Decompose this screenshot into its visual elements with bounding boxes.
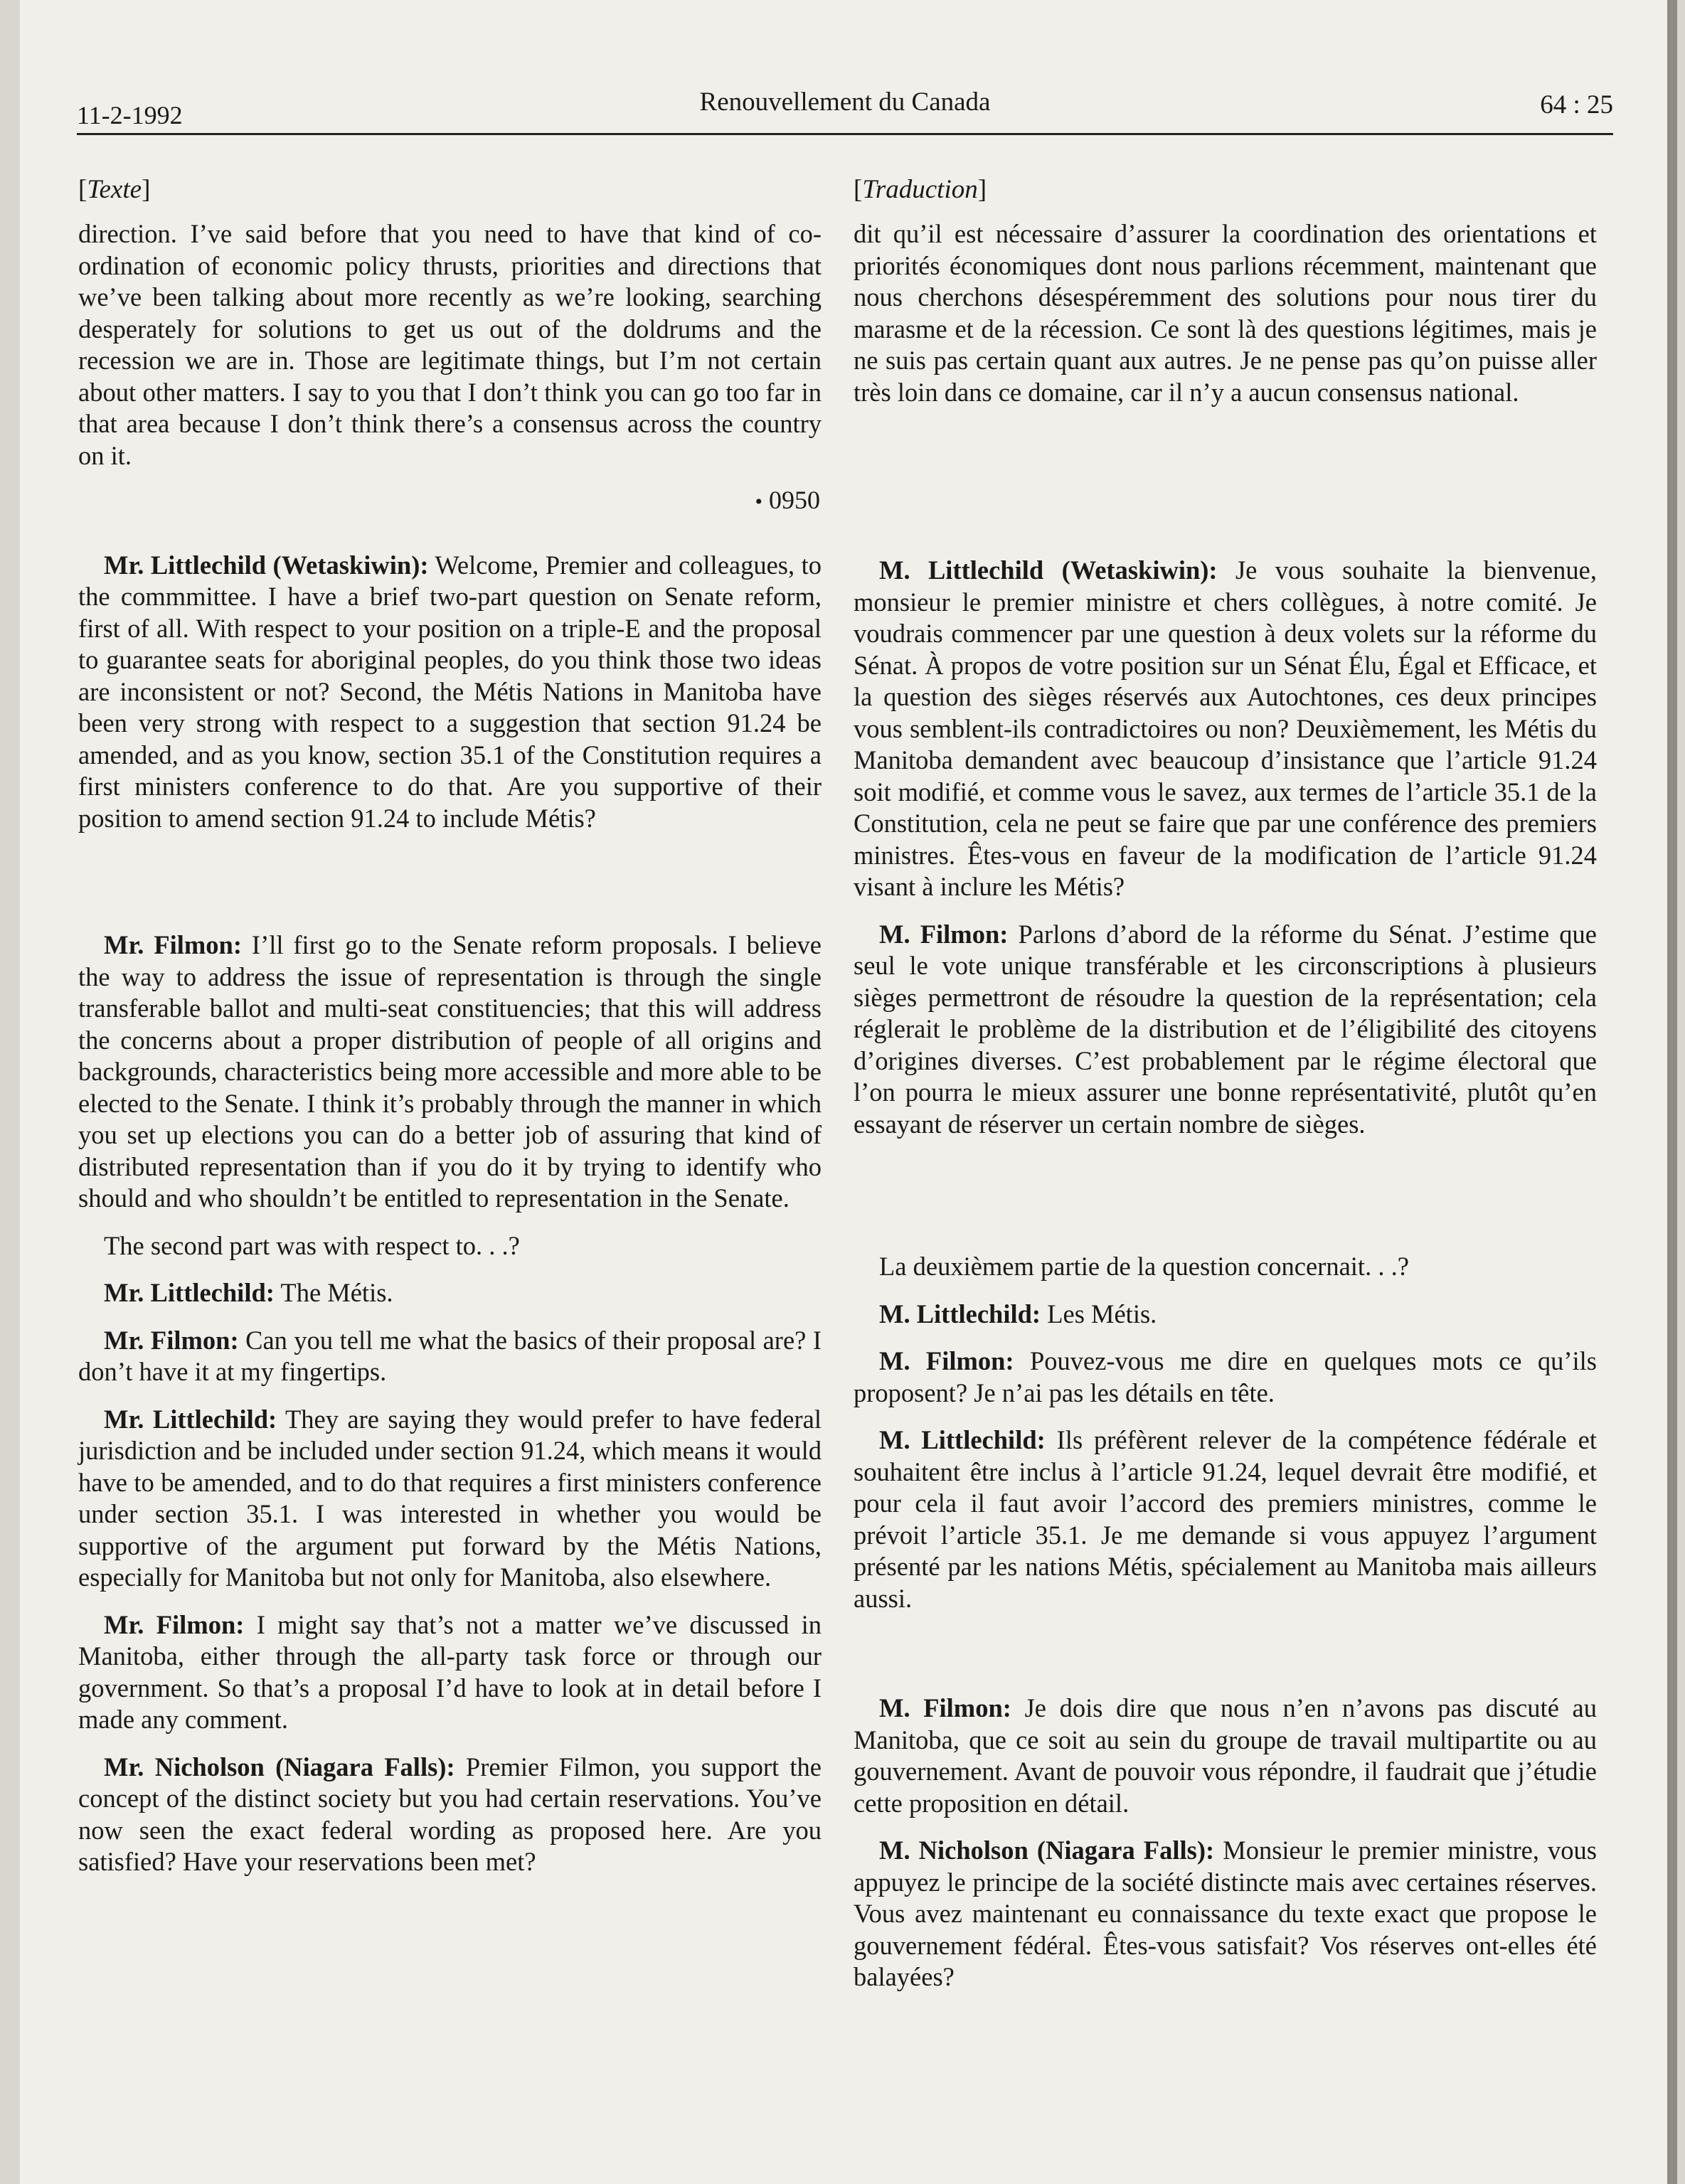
paragraph: direction. I’ve said before that you need to have that kind of co-ordination of economic policy thrusts, priorities and directions that we’ve been talking about more recently as we’re looking, searching desperately for solutions to get us out of the doldrums and the recession we are in. Those are legitimate things, but I’m not certain about other matters. I say to you that I don’t think you can go too far in that area because I don’t think there’s a consensus across the country on it. [78, 219, 822, 470]
speech-paragraph: M. Filmon: Pouvez-vous me dire en quelques mots ce qu’ils proposent? Je n’ai pas les détails en tête. [854, 1346, 1597, 1407]
header-date: 11-2-1992 [77, 101, 183, 129]
page-edge [1667, 0, 1677, 2184]
speaker-name: M. Littlechild: [879, 1425, 1046, 1454]
speech-paragraph: M. Littlechild: Ils préfèrent relever de la compétence fédérale et souhaitent être inclus à l’article 91.24, lequel devrait être modifié, et pour cela il faut avoir l’accord des premiers ministres, comme le prévoit l’article 35.1. Je me demande si vous appuyez l’argument présenté par les nations Métis, spécialement au Manitoba mais ailleurs aussi. [854, 1425, 1597, 1613]
paragraph: dit qu’il est nécessaire d’assurer la coordination des orientations et priorités économiques dont nous parlions récemment, maintenant que nous cherchons désespéremment des solutions pour nous tirer du marasme et de la récession. Ce sont là des questions légitimes, mais je ne suis pas certain quant aux autres. Je ne pense pas qu’on puisse aller très loin dans ce domaine, car il n’y a aucun consensus national. [854, 219, 1597, 407]
document-page [20, 0, 1677, 2184]
speech-paragraph: Mr. Filmon: Can you tell me what the basics of their proposal are? I don’t have it at my fingertips. [78, 1325, 822, 1386]
french-column [854, 174, 1597, 1993]
speech-paragraph: M. Filmon: Je dois dire que nous n’en n’avons pas discuté au Manitoba, que ce soit au sein du groupe de travail multipartite ou au gouvernement. Avant de pouvoir vous répondre, il faudrait que j’étudie cette proposition en détail. [854, 1693, 1597, 1818]
speech-paragraph: M. Littlechild: Les Métis. [879, 1299, 1157, 1328]
speaker-name: Mr. Littlechild (Wetaskiwin): [104, 550, 429, 580]
speech-paragraph: Mr. Nicholson (Niagara Falls): Premier Filmon, you support the concept of the distinct society but you had certain reservations. You’ve now seen the exact federal wording as proposed here. Are you satisfied? Have your reservations been met? [78, 1752, 822, 1876]
header-title: Renouvellement du Canada [699, 87, 991, 117]
speaker-name: M. Filmon: [879, 1346, 1014, 1375]
speaker-name: Mr. Filmon: [104, 930, 243, 959]
speech-paragraph: Mr. Filmon: I’ll first go to the Senate reform proposals. I believe the way to address the issue of representation is through the single transferable ballot and multi-seat constituencies; that this will address the concerns about a proper distribution of people of all origins and backgrounds, characteristics being more accessible and more able to be elected to the Senate. I think it’s probably through the manner in which you set up elections you can do a better job of assuring that kind of distributed representation than if you do it by trying to identify who should and who shouldn’t be entitled to representation in the Senate. [78, 930, 822, 1213]
speaker-name: Mr. Littlechild: [104, 1404, 277, 1434]
speaker-name: Mr. Nicholson (Niagara Falls): [104, 1752, 455, 1781]
speech-paragraph: M. Filmon: Parlons d’abord de la réforme du Sénat. J’estime que seul le vote unique transférable et les circonscriptions à plusieurs sièges permettront de résoudre la question de la représentation; cela réglerait le problème de la distribution et de l’éligibilité des citoyens d’origines diverses. C’est probablement par le régime électoral que l’on pourra le mieux assurer une bonne représentativité, plutôt qu’en essayant de réserver un certain nombre de sièges. [854, 919, 1597, 1139]
speech-paragraph: Mr. Littlechild: They are saying they would prefer to have federal jurisdiction and be included under section 91.24, which means it would have to be amended, and to do that requires a first ministers conference under section 35.1. I was interested in whether you would be supportive of the argument put forward by the Métis Nations, especially for Manitoba but not only for Manitoba, also elsewhere. [78, 1404, 822, 1592]
running-header [77, 82, 1613, 135]
speaker-name: M. Littlechild (Wetaskiwin): [879, 555, 1218, 585]
time-marker: • 0950 [755, 486, 820, 514]
speech-paragraph: M. Littlechild (Wetaskiwin): Je vous souhaite la bienvenue, monsieur le premier ministre et chers collègues, à notre comité. Je voudrais commencer par une question à deux volets sur la réforme du Sénat. À propos de votre position sur un Sénat Élu, Égal et Efficace, et la question des sièges réservés aux Autochtones, ces deux principes vous semblent-ils contradictoires ou non? Deuxièmement, les Métis du Manitoba demandent avec beaucoup d’insistance que l’article 91.24 soit modifié, et comme vous le savez, aux termes de l’article 35.1 de la Constitution, cela ne peut se faire que par une conférence des premiers ministres. Êtes-vous en faveur de la modification de l’article 91.24 visant à inclure les Métis? [854, 555, 1597, 901]
section-tag-traduction: [Traduction] [854, 175, 987, 204]
speaker-name: Mr. Filmon: [104, 1325, 239, 1355]
paragraph: La deuxièmem partie de la question concernait. . .? [879, 1252, 1409, 1281]
header-page-number: 64 : 25 [1540, 90, 1613, 119]
speech-paragraph: M. Nicholson (Niagara Falls): Monsieur le premier ministre, vous appuyez le principe de la société distincte mais avec certaines réserves. Vous avez maintenant eu connaissance du texte exact que propose le gouvernement fédéral. Êtes-vous satisfait? Vos réserves ont-elles été balayées? [854, 1836, 1597, 1991]
english-column [78, 174, 822, 1878]
speaker-name: M. Filmon: [879, 1693, 1011, 1722]
speaker-name: Mr. Littlechild: [104, 1278, 275, 1307]
section-tag-texte: [Texte] [78, 175, 151, 204]
speech-paragraph: Mr. Littlechild (Wetaskiwin): Welcome, Premier and colleagues, to the commmittee. I have a brief two-part question on Senate reform, first of all. With respect to your position on a triple-E and the proposal to guarantee seats for aboriginal peoples, do you think those two ideas are inconsistent or not? Second, the Métis Nations in Manitoba have been very strong with respect to a suggestion that section 91.24 be amended, and as you know, section 35.1 of the Constitution requires a first ministers conference to do that. Are you supportive of their position to amend section 91.24 to include Métis? [78, 550, 822, 833]
speaker-name: M. Littlechild: [879, 1299, 1041, 1328]
speaker-name: Mr. Filmon: [104, 1609, 245, 1639]
speech-paragraph: Mr. Littlechild: The Métis. [104, 1278, 393, 1307]
speaker-name: M. Nicholson (Niagara Falls): [879, 1836, 1215, 1865]
speaker-name: M. Filmon: [879, 919, 1009, 949]
paragraph: The second part was with respect to. . .? [104, 1230, 520, 1260]
speech-paragraph: Mr. Filmon: I might say that’s not a matter we’ve discussed in Manitoba, either through the all-party task force or through our government. So that’s a proposal I’d have to look at in detail before I made any comment. [78, 1609, 822, 1734]
